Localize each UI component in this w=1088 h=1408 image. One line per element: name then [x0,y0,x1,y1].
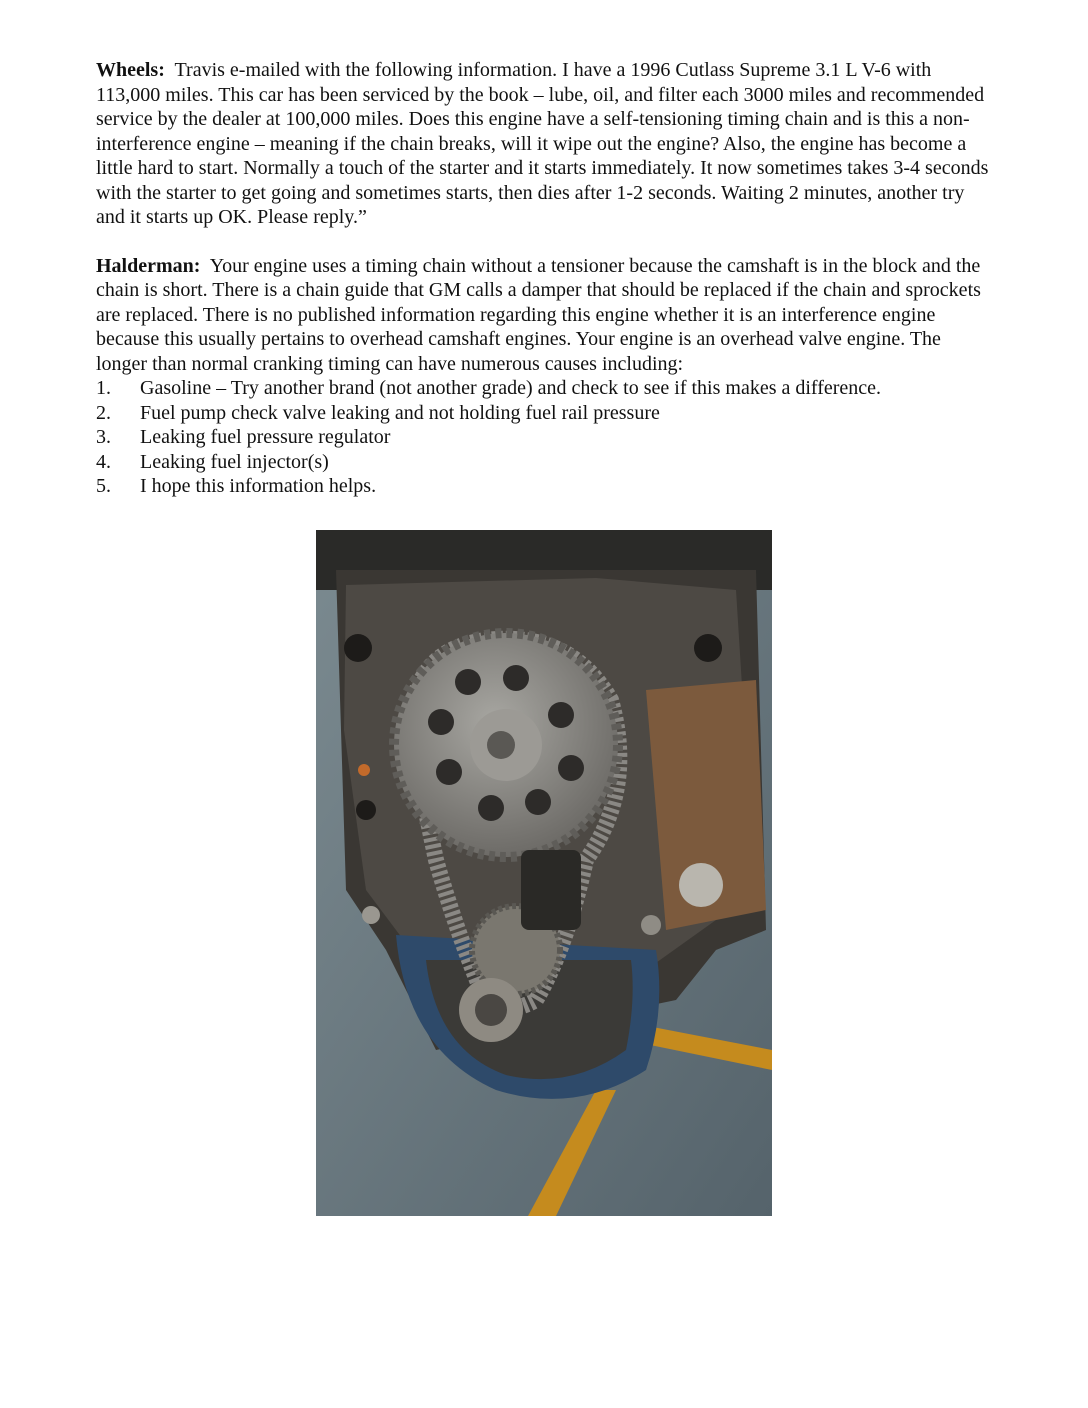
document-body [96,58,996,499]
list-item: 1. Gasoline – Try another brand (not another grade) and check to see if this makes a difference. [96,377,882,399]
wheels-speaker: Wheels: [96,59,165,81]
wheels-text: Travis e-mailed with the following information. I have a 1996 Cutlass Supreme 3.1 L V-6 with 113,000 miles. This car has been serviced by the book – lube, oil, and filter each 3000 miles and recommended service by the dealer at 100,000 miles. Does this engine have a self-tensioning timing chain and is this a non-interference engine – meaning if the chain breaks, will it wipe out the engine? Also, the engine has become a little hard to start. Normally a touch of the starter and it starts immediately. It now sometimes takes 3-4 seconds with the starter to get going and sometimes starts, then dies after 1-2 seconds. Waiting 2 minutes, another try and it starts up OK. Please reply.” [96,59,989,228]
causes-list [96,376,996,499]
engine-timing-chain-photo [316,530,772,1216]
list-item: 3. Leaking fuel pressure regulator [96,426,391,448]
wheels-question [96,58,996,230]
photo-illustration [316,530,772,1216]
list-item: 5. I hope this information helps. [96,475,377,497]
halderman-answer [96,254,996,377]
list-item: 4. Leaking fuel injector(s) [96,450,329,473]
halderman-speaker: Halderman: [96,254,201,277]
halderman-text: Your engine uses a timing chain without a tensioner because the camshaft is in the block and the chain is short. There is a chain guide that GM calls a damper that should be replaced if the chain and sprockets are replaced. There is no published information regarding this engine whether it is an interference engine because this usually pertains to overhead camshaft engines. Your engine is an overhead valve engine. The longer than normal cranking timing can have numerous causes including: [96,254,981,375]
list-item: 2. Fuel pump check valve leaking and not holding fuel rail pressure [96,401,660,424]
